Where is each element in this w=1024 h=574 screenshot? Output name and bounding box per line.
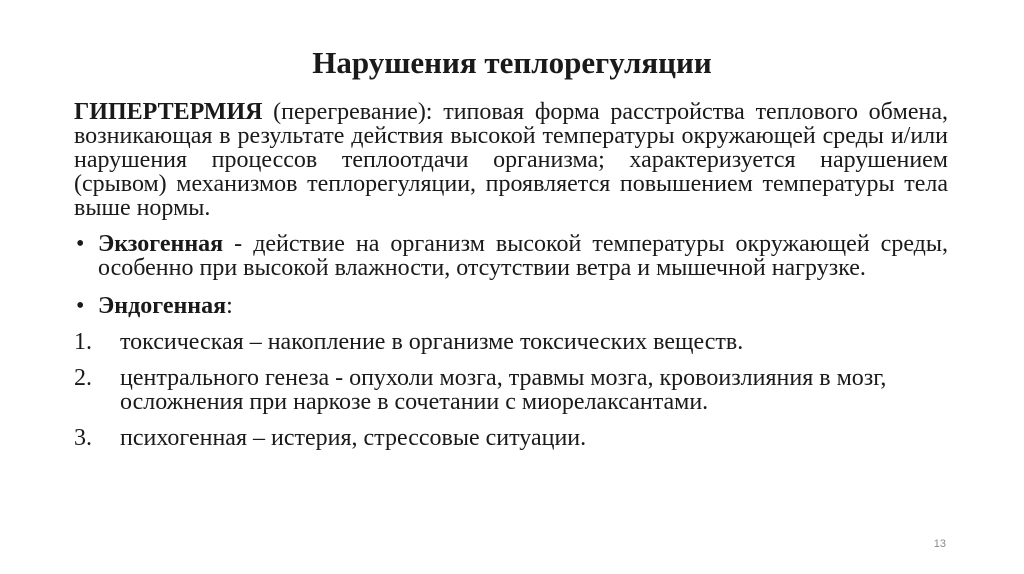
numbered-marker: 2.: [74, 365, 92, 391]
definition-paragraph: [74, 100, 948, 220]
numbered-item-central: [74, 366, 948, 414]
bullet-item-exogenous: [74, 232, 948, 280]
slide-number: 13: [933, 538, 946, 550]
bullet-term-exogenous: Экзогенная: [98, 231, 224, 257]
definition-term: ГИПЕРТЕРМИЯ: [74, 99, 263, 125]
bullet-text-exogenous: - действие на организм высокой температуры окружающей среды, особенно при высокой влажности, отсутствии ветра и мышечной нагрузке.: [98, 231, 948, 281]
slide-content: [74, 100, 948, 450]
numbered-item-psychogenic: [74, 426, 948, 450]
bullet-marker: •: [76, 231, 85, 257]
numbered-text-toxic: токсическая – накопление в организме токсических веществ.: [120, 329, 744, 355]
bullet-marker: •: [76, 293, 85, 319]
numbered-text-psychogenic: психогенная – истерия, стрессовые ситуации.: [120, 425, 587, 451]
numbered-marker: 1.: [74, 329, 92, 355]
numbered-text-central: центрального генеза - опухоли мозга, травмы мозга, кровоизлияния в мозг, осложнения при наркозе в сочетании с миорелаксантами.: [120, 365, 887, 415]
bullet-text-endogenous: :: [226, 293, 233, 319]
bullet-term-endogenous: Эндогенная: [98, 293, 227, 319]
definition-text: (перегревание): типовая форма расстройства теплового обмена, возникающая в результате действия высокой температуры окружающей среды и/или нарушения процессов теплоотдачи организма; характеризуется нарушением (срывом) механизмов теплорегуляции, проявляется повышением температуры тела выше нормы.: [74, 99, 948, 221]
slide-title: Нарушения теплорегуляции: [312, 45, 712, 80]
numbered-marker: 3.: [74, 425, 92, 451]
numbered-item-toxic: [74, 330, 948, 354]
bullet-item-endogenous: [74, 294, 948, 318]
